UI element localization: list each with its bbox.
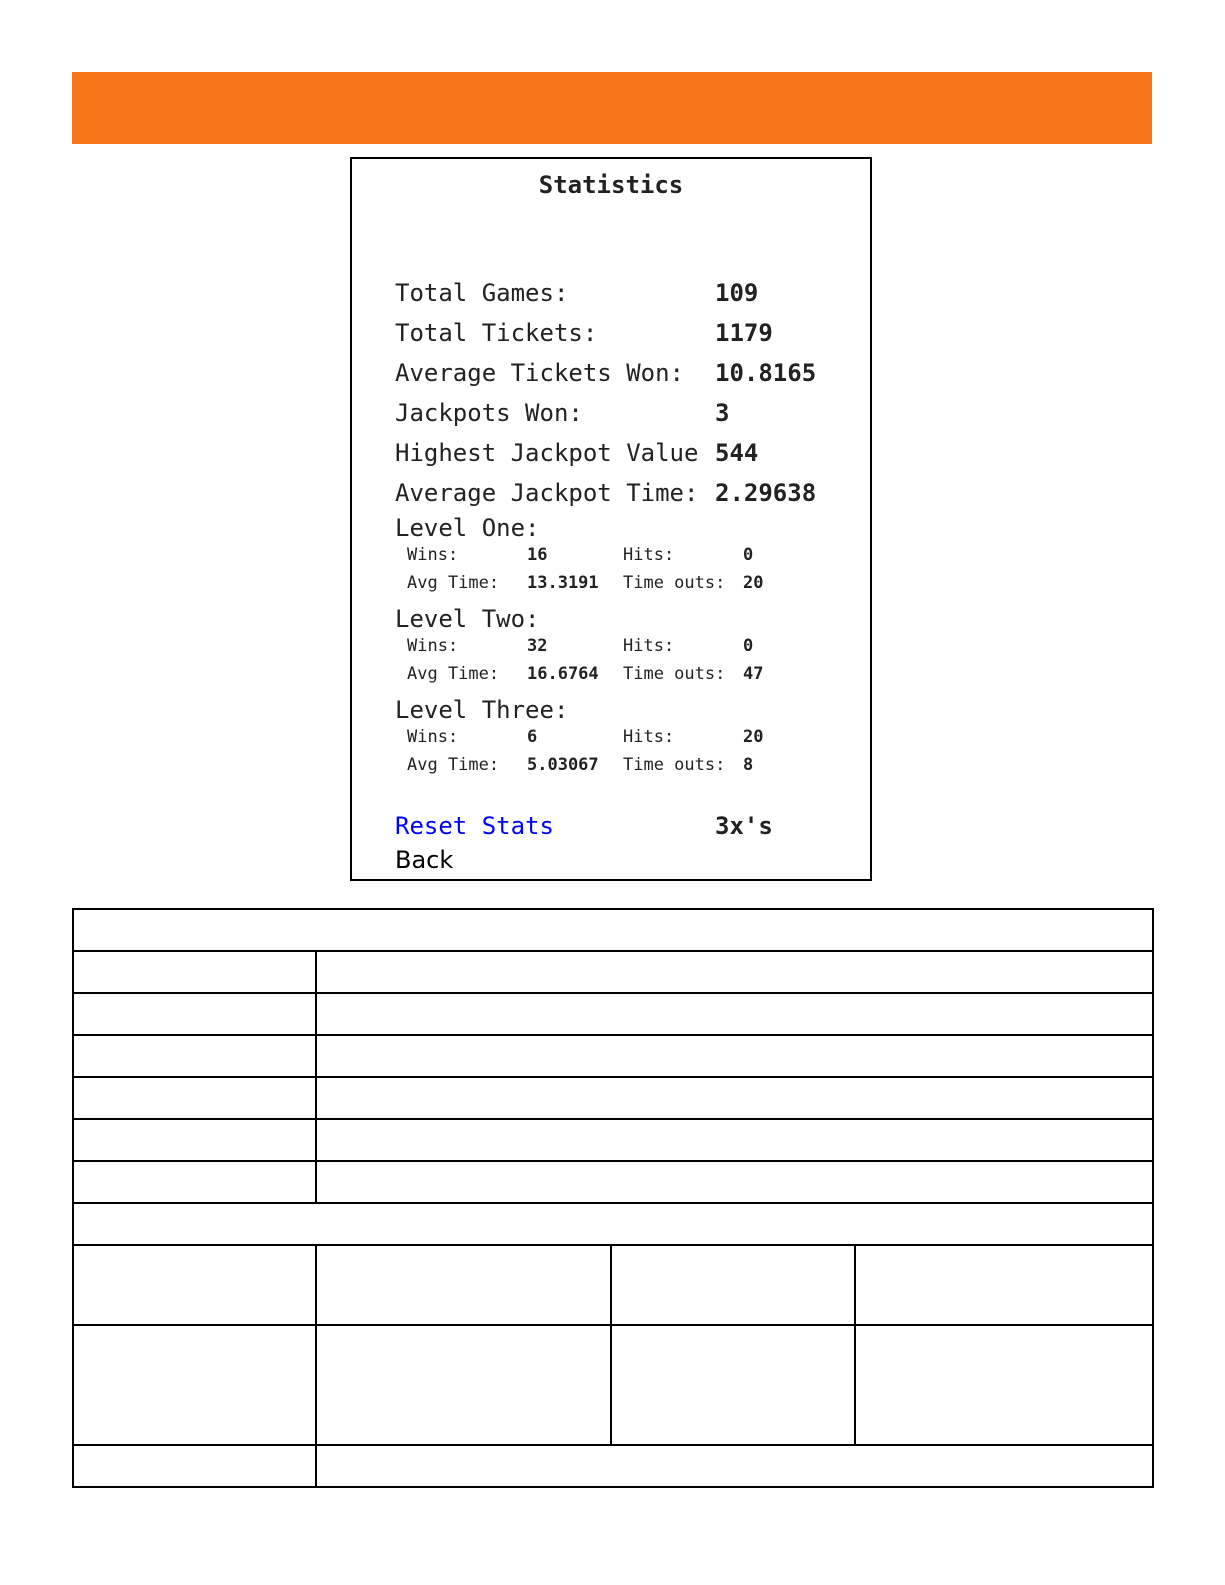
level-one-block [395, 514, 865, 605]
multiplier-label: 3x's [715, 812, 773, 840]
stat-label: Total Tickets: [395, 319, 598, 347]
wins-value: 32 [527, 636, 548, 656]
hits-label: Hits: [623, 727, 675, 747]
level-title: Level Three: [395, 696, 569, 724]
back-link[interactable]: Back [395, 846, 454, 874]
table-cell [73, 1077, 316, 1119]
wins-label: Wins: [407, 636, 459, 656]
stat-value: 3 [715, 399, 730, 427]
table-cell [316, 1077, 1153, 1119]
table-row [73, 1325, 1153, 1445]
level-title: Level One: [395, 514, 540, 542]
wins-label: Wins: [407, 727, 459, 747]
level-line [407, 544, 867, 566]
level-line [407, 635, 867, 657]
table-cell [316, 1035, 1153, 1077]
table-cell [73, 1161, 316, 1203]
stat-value: 1179 [715, 319, 773, 347]
table-cell [316, 1325, 611, 1445]
table-cell [73, 1035, 316, 1077]
wins-value: 16 [527, 545, 548, 565]
timeouts-label: Time outs: [623, 755, 726, 775]
table-cell [316, 993, 1153, 1035]
table-cell [316, 1445, 1153, 1487]
statistics-screen [350, 157, 872, 881]
stat-value: 2.29638 [715, 479, 817, 507]
table-row [73, 1119, 1153, 1161]
stat-row-highest-jackpot [395, 439, 865, 479]
table-cell [73, 993, 316, 1035]
timeouts-label: Time outs: [623, 664, 726, 684]
level-stats [395, 514, 865, 787]
level-line [407, 572, 867, 594]
table-cell [316, 951, 1153, 993]
table-cell [73, 909, 1153, 951]
timeouts-value: 47 [743, 664, 764, 684]
table-cell [611, 1325, 855, 1445]
table-cell [611, 1245, 855, 1325]
level-line [407, 663, 867, 685]
stats-title: Statistics [538, 171, 684, 199]
avg-time-value: 13.3191 [527, 573, 599, 593]
hits-label: Hits: [623, 636, 675, 656]
stat-label: Average Jackpot Time: [395, 479, 699, 507]
hits-value: 20 [743, 727, 764, 747]
stat-label: Jackpots Won: [395, 399, 583, 427]
level-three-block [395, 696, 865, 787]
hits-label: Hits: [623, 545, 675, 565]
table-row [73, 951, 1153, 993]
stat-value: 10.8165 [715, 359, 817, 387]
avg-time-label: Avg Time: [407, 573, 500, 593]
stat-value: 544 [715, 439, 759, 467]
stat-value: 109 [715, 279, 759, 307]
table-cell [73, 1325, 316, 1445]
avg-time-label: Avg Time: [407, 664, 500, 684]
stat-row-average-tickets [395, 359, 865, 399]
table-cell [73, 1119, 316, 1161]
table-row [73, 1445, 1153, 1487]
level-two-block [395, 605, 865, 696]
table-row [73, 1161, 1153, 1203]
hits-value: 0 [743, 545, 754, 565]
table-row [73, 1203, 1153, 1245]
level-line [407, 754, 867, 776]
stat-label: Total Games: [395, 279, 569, 307]
table-row [73, 1035, 1153, 1077]
table-row [73, 1245, 1153, 1325]
table-cell [316, 1119, 1153, 1161]
description-table [72, 908, 1154, 1488]
main-stats-list [395, 279, 865, 519]
avg-time-value: 5.03067 [527, 755, 599, 775]
wins-value: 6 [527, 727, 538, 747]
stat-label: Average Tickets Won: [395, 359, 684, 387]
timeouts-value: 20 [743, 573, 764, 593]
table-row [73, 1077, 1153, 1119]
table-cell [855, 1245, 1153, 1325]
wins-label: Wins: [407, 545, 459, 565]
stat-label: Highest Jackpot Value [395, 439, 699, 467]
timeouts-value: 8 [743, 755, 754, 775]
table-cell [73, 951, 316, 993]
header-bar [72, 72, 1152, 144]
stat-row-total-tickets [395, 319, 865, 359]
table-cell [73, 1445, 316, 1487]
stat-row-total-games [395, 279, 865, 319]
level-line [407, 726, 867, 748]
stat-row-average-jackpot-time [395, 479, 865, 519]
table-cell [316, 1245, 611, 1325]
level-title: Level Two: [395, 605, 540, 633]
stat-row-jackpots-won [395, 399, 865, 439]
table-row [73, 993, 1153, 1035]
table-cell [73, 1245, 316, 1325]
table-cell [73, 1203, 1153, 1245]
avg-time-value: 16.6764 [527, 664, 599, 684]
hits-value: 0 [743, 636, 754, 656]
timeouts-label: Time outs: [623, 573, 726, 593]
table-cell [855, 1325, 1153, 1445]
avg-time-label: Avg Time: [407, 755, 500, 775]
reset-stats-link[interactable]: Reset Stats [395, 812, 554, 840]
table-cell [316, 1161, 1153, 1203]
table-row [73, 909, 1153, 951]
